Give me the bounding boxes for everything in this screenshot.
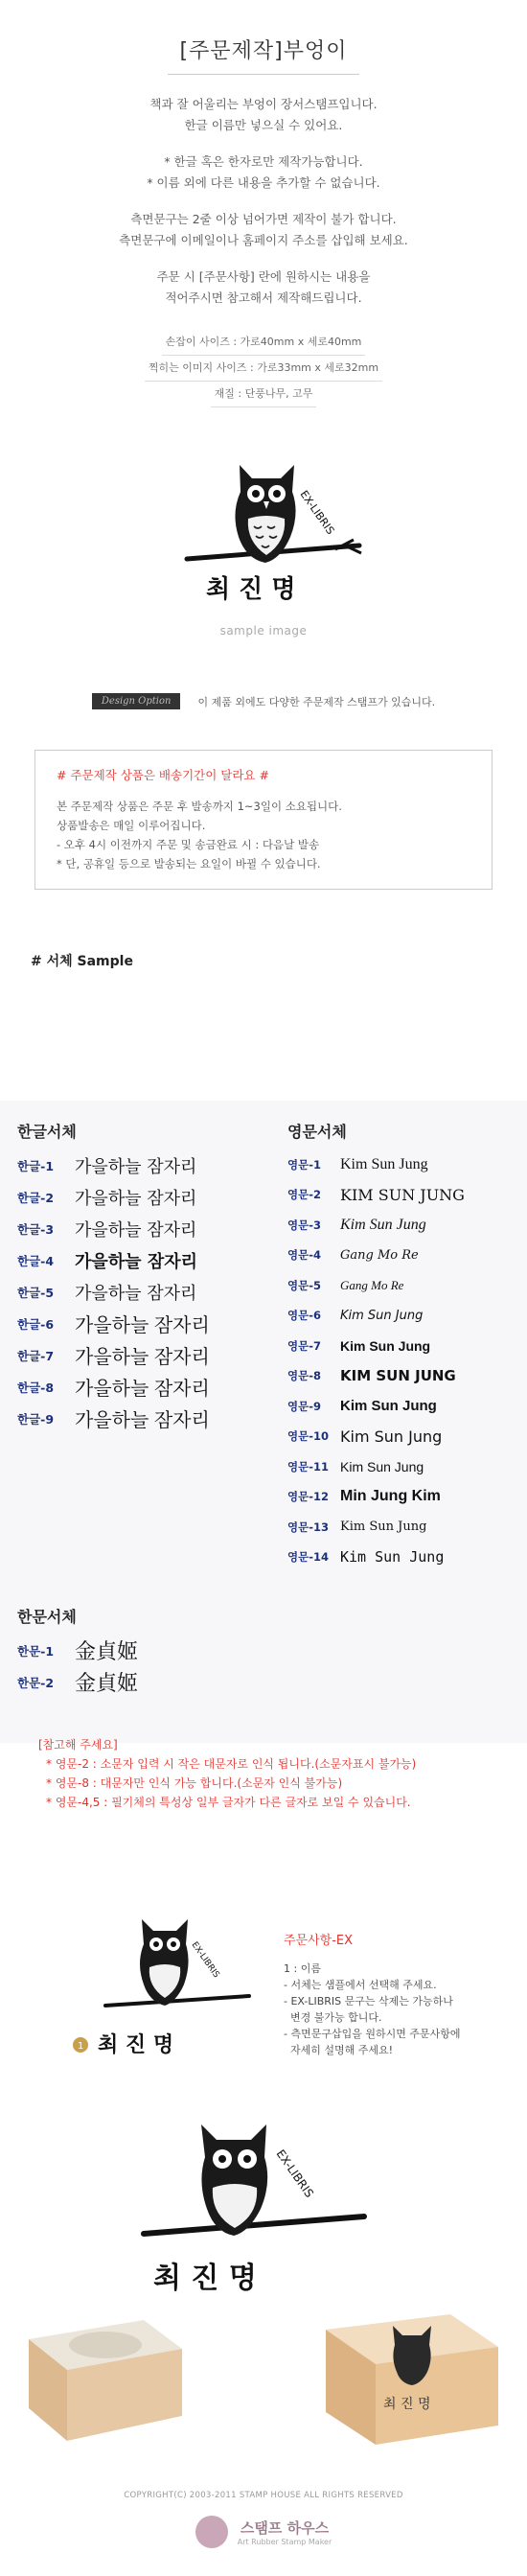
handle-size: 손잡이 사이즈 : 가로40mm x 세로40mm bbox=[162, 330, 366, 356]
font-sample: 가을하늘 잠자리 bbox=[75, 1283, 197, 1304]
font-label: 영문-8 bbox=[287, 1369, 321, 1383]
font-sample: Kim Sun Jung bbox=[340, 1337, 431, 1354]
korean-font-list bbox=[17, 1120, 266, 1434]
font-label: 영문-9 bbox=[287, 1399, 321, 1413]
intro-line: 한글 이름만 넣으실 수 있어요. bbox=[184, 118, 343, 132]
reference-title: [참고해 주세요] bbox=[38, 1738, 118, 1752]
order-note-line: - EX-LIBRIS 문구는 삭제는 가능하나 bbox=[284, 1995, 453, 2007]
reference-line: * 영문-2 : 소문자 입력 시 작은 대문자로 인식 됩니다.(소문자표시 불가능) bbox=[46, 1757, 417, 1771]
shipping-notice-heading: # 주문제작 상품은 배송기간이 달라요 # bbox=[57, 768, 269, 782]
brand-name: 스탬프 하우스 bbox=[240, 2519, 330, 2537]
order-note-line: - 서체는 샘플에서 선택해 주세요. bbox=[284, 1979, 437, 1991]
intro-line: 주문 시 [주문사항] 란에 원하시는 내용을 bbox=[156, 269, 371, 284]
font-label: 영문-1 bbox=[287, 1157, 321, 1172]
intro-line: 책과 잘 어울리는 부엉이 장서스탬프입니다. bbox=[149, 97, 378, 111]
font-sample: Kim Sun Jung bbox=[340, 1520, 427, 1535]
intro-line: * 한글 혹은 한자로만 제작가능합니다. bbox=[164, 154, 363, 169]
brand-mark-icon bbox=[195, 2516, 228, 2548]
font-sample: Kim Sun Jung bbox=[340, 1398, 437, 1415]
font-label: 한글-4 bbox=[17, 1253, 55, 1268]
font-sample: Min Jung Kim bbox=[340, 1488, 441, 1505]
order-note-line: 1 : 이름 bbox=[284, 1962, 321, 1975]
order-example-notes bbox=[284, 1933, 514, 2058]
font-label: 영문-6 bbox=[287, 1309, 321, 1323]
page-title: [주문제작]부엉이 bbox=[179, 39, 348, 63]
stamp-name-text: 최 진 명 bbox=[98, 2033, 174, 2057]
font-label: 한글-6 bbox=[17, 1316, 55, 1332]
reference-line: * 영문-8 : 대문자만 인식 가능 합니다.(소문자 인식 불가능) bbox=[46, 1776, 343, 1790]
stamp-name-text: 최 진 명 bbox=[383, 2397, 431, 2412]
reference-notes bbox=[38, 1735, 508, 1812]
sample-caption: sample image bbox=[219, 624, 308, 638]
font-label: 한글-5 bbox=[17, 1285, 55, 1300]
font-sample: 金貞姬 bbox=[75, 1671, 139, 1695]
font-sample: Kim Sun Jung bbox=[340, 1427, 443, 1446]
intro-line: * 이름 외에 다른 내용을 추가할 수 없습니다. bbox=[147, 175, 380, 190]
english-font-list bbox=[287, 1120, 517, 1572]
design-option-text: 이 제품 외에도 다양한 주문제작 스탬프가 있습니다. bbox=[197, 695, 436, 708]
font-label: 영문-11 bbox=[287, 1459, 329, 1474]
font-label: 영문-13 bbox=[287, 1520, 329, 1534]
font-sample: 가을하늘 잠자리 bbox=[75, 1410, 210, 1431]
copyright: COPYRIGHT(C) 2003-2011 STAMP HOUSE ALL RIGHTS RESERVED bbox=[124, 2491, 403, 2500]
font-row bbox=[17, 1181, 266, 1213]
notice-line: 상품발송은 매일 이루어집니다. bbox=[57, 819, 206, 832]
font-sample: 金貞姬 bbox=[75, 1640, 139, 1664]
font-label: 한문-2 bbox=[17, 1675, 55, 1690]
font-label: 영문-5 bbox=[287, 1278, 321, 1292]
font-sample: Kim Sun Jung bbox=[340, 1155, 428, 1172]
order-example-image bbox=[67, 1906, 259, 2069]
ex-libris-ribbon: EX-LIBRIS bbox=[273, 2147, 316, 2200]
font-sample: Kim Sun Jung bbox=[340, 1308, 424, 1323]
font-sample: 가을하늘 잠자리 bbox=[75, 1251, 197, 1272]
font-label: 한문-1 bbox=[17, 1643, 55, 1659]
ex-libris-ribbon: EX-LIBRIS bbox=[189, 1939, 221, 1981]
brand-subtitle: Art Rubber Stamp Maker bbox=[237, 2538, 332, 2546]
font-label: 한글-9 bbox=[17, 1411, 55, 1427]
font-label: 영문-12 bbox=[287, 1490, 329, 1504]
font-row bbox=[17, 1371, 266, 1403]
font-sample: Gang Mo Re bbox=[340, 1247, 419, 1263]
font-row bbox=[17, 1308, 266, 1339]
material: 재질 : 단풍나무, 고무 bbox=[211, 382, 317, 407]
print-size: 찍히는 이미지 사이즈 : 가로33mm x 세로32mm bbox=[145, 356, 382, 382]
font-row bbox=[17, 1276, 266, 1308]
order-note-line: 변경 불가능 합니다. bbox=[284, 2011, 382, 2024]
stamp-name-text: 최 진 명 bbox=[206, 575, 296, 604]
font-label: 한글-3 bbox=[17, 1221, 55, 1237]
font-label: 영문-14 bbox=[287, 1550, 329, 1565]
font-label: 영문-7 bbox=[287, 1338, 321, 1353]
hanmun-font-heading: 한문서체 bbox=[17, 1608, 77, 1626]
font-row bbox=[17, 1244, 266, 1276]
font-row bbox=[17, 1213, 266, 1244]
font-label: 한글-7 bbox=[17, 1348, 55, 1363]
font-sample: Kim Sun Jung bbox=[340, 1458, 424, 1474]
stamp-product-photo bbox=[0, 2109, 527, 2473]
korean-font-heading: 한글서체 bbox=[17, 1123, 77, 1141]
design-option-note bbox=[0, 693, 527, 709]
font-sample: 가을하늘 잠자리 bbox=[75, 1156, 197, 1177]
font-label: 영문-3 bbox=[287, 1218, 321, 1232]
order-example bbox=[0, 1906, 527, 2098]
intro-line: 적어주시면 참고해서 제작해드립니다. bbox=[165, 290, 362, 305]
font-row bbox=[17, 1149, 266, 1181]
font-sample: KIM SUN JUNG bbox=[340, 1367, 456, 1385]
reference-line: * 영문-4,5 : 필기체의 특성상 일부 글자가 다른 글자로 보일 수 있습니다. bbox=[46, 1796, 411, 1809]
title-divider bbox=[168, 74, 359, 75]
order-note-line: 자세히 설명해 주세요! bbox=[284, 2044, 394, 2056]
owl-stamp-icon bbox=[67, 1906, 259, 2069]
notice-line: * 단, 공휴일 등으로 발송되는 요일이 바뀔 수 있습니다. bbox=[57, 857, 321, 870]
font-label: 영문-2 bbox=[287, 1188, 321, 1202]
owl-stamp-icon bbox=[149, 446, 378, 618]
font-sample: KIM SUN JUNG bbox=[340, 1185, 465, 1204]
font-sample: 가을하늘 잠자리 bbox=[75, 1188, 197, 1209]
font-sample: 가을하늘 잠자리 bbox=[75, 1315, 210, 1336]
font-sample-panel bbox=[0, 1101, 527, 1743]
font-sample: 가을하늘 잠자리 bbox=[75, 1379, 210, 1400]
font-label: 한글-8 bbox=[17, 1380, 55, 1395]
font-row bbox=[17, 1339, 266, 1371]
english-font-heading: 영문서체 bbox=[287, 1123, 347, 1141]
design-option-badge: Design Option bbox=[92, 693, 181, 709]
footer bbox=[0, 2491, 527, 2548]
font-row bbox=[17, 1403, 266, 1434]
notice-line: 본 주문제작 상품은 주문 후 발송까지 1~3일이 소요됩니다. bbox=[57, 800, 342, 813]
intro-line: 측면문구는 2줄 이상 넘어가면 제작이 불가 합니다. bbox=[130, 212, 397, 226]
font-label: 한글-2 bbox=[17, 1190, 55, 1205]
font-sample: Kim Sun Jung bbox=[340, 1548, 445, 1566]
intro-text bbox=[0, 94, 527, 309]
brand-logo bbox=[0, 2516, 527, 2548]
font-label: 한글-1 bbox=[17, 1158, 55, 1173]
font-label: 영문-4 bbox=[287, 1248, 321, 1263]
size-specs bbox=[0, 330, 527, 407]
sample-stamp-image bbox=[149, 446, 378, 618]
intro-line: 측면문구에 이메일이나 홈페이지 주소를 삽입해 보세요. bbox=[119, 233, 408, 247]
notice-line: - 오후 4시 이전까지 주문 및 송금완료 시 : 다음날 발송 bbox=[57, 838, 320, 851]
order-note-line: - 측면문구삽입을 원하시면 주문사항에 bbox=[284, 2028, 461, 2040]
font-label: 영문-10 bbox=[287, 1429, 329, 1444]
product-photo bbox=[0, 2109, 527, 2473]
ex-libris-ribbon: EX-LIBRIS bbox=[297, 488, 337, 537]
font-sample: 가을하늘 잠자리 bbox=[75, 1347, 210, 1368]
font-sample: 가을하늘 잠자리 bbox=[75, 1219, 197, 1241]
font-sample: Gang Mo Re bbox=[340, 1277, 404, 1292]
font-sample: Kim Sun Jung bbox=[340, 1216, 426, 1233]
order-marker: 1 bbox=[78, 2041, 84, 2052]
shipping-notice bbox=[34, 750, 493, 890]
stamp-name-text: 최 진 명 bbox=[153, 2262, 257, 2295]
order-example-title: 주문사항-EX bbox=[284, 1934, 354, 1948]
font-sample-title: # 서체 Sample bbox=[31, 954, 133, 969]
hanmun-font-list bbox=[17, 1605, 138, 1698]
